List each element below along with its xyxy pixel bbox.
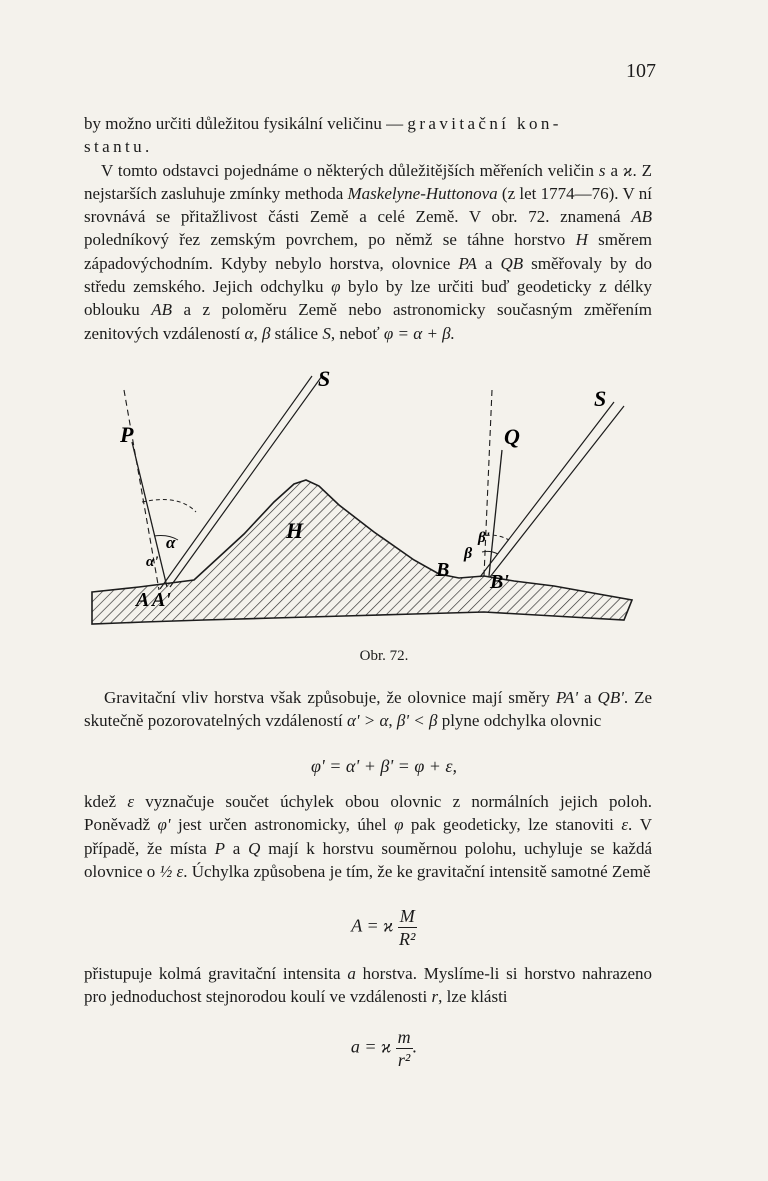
- text-span: stálice: [270, 323, 323, 343]
- spaced-term: stantu.: [84, 137, 153, 157]
- text-span: plyne odchylka olovnic: [437, 711, 602, 731]
- figure-72-diagram: [84, 362, 684, 642]
- math-symbol: ε: [621, 815, 629, 835]
- star-ray-right: [480, 402, 614, 577]
- paragraph-gravity-effect: [84, 686, 652, 733]
- math-symbol: AB: [151, 300, 172, 320]
- label-S-right: S: [594, 386, 607, 411]
- math-symbol: QB': [597, 688, 624, 707]
- math-symbol: PA: [458, 253, 477, 273]
- text-span: směřovaly by do středu zemského. Jejich odchylku: [84, 253, 652, 297]
- label-H: H: [286, 518, 304, 543]
- text-span: směrem západovýchodním. Kdyby nebylo horstva, olovnice: [84, 230, 652, 273]
- fraction: [396, 1026, 413, 1071]
- text-span: mají k horstvu souměrnou polohu, uchyluje se každá olovnice o: [84, 838, 652, 881]
- label-B: B: [436, 559, 450, 581]
- text-span: pak geodeticky, lze stanoviti: [403, 815, 622, 835]
- equation-mountain-intensity: [0, 1026, 768, 1071]
- math-symbol: α: [244, 323, 254, 343]
- text-span: Gravitační vliv horstva však způsobuje, že olovnice mají směry: [104, 688, 556, 707]
- text-span: , lze klásti: [438, 987, 508, 1007]
- paragraph-intro: [84, 112, 652, 345]
- math-symbol: β: [261, 323, 271, 343]
- fraction-denominator: r²: [397, 1050, 411, 1070]
- label-Q: Q: [504, 424, 520, 449]
- label-B-prime: B': [490, 571, 509, 593]
- label-S-left: S: [318, 366, 331, 391]
- page-number: 107: [626, 60, 656, 82]
- math-symbol: φ': [157, 815, 171, 835]
- text-span: a: [224, 838, 249, 858]
- math-symbol: φ: [331, 277, 341, 297]
- text-span: a: [578, 688, 598, 707]
- label-alpha: α: [166, 533, 176, 552]
- fraction: [398, 905, 417, 950]
- math-symbol: a: [347, 964, 356, 983]
- inline-formula: φ = α + β.: [383, 323, 455, 343]
- text-span: a z poloměru Země nebo astronomicky současným změřením zenitových vzdáleností: [84, 300, 652, 343]
- label-A-prime: A': [152, 589, 171, 611]
- text-span: ,: [253, 323, 262, 343]
- math-symbol: Q: [248, 838, 261, 858]
- math-symbol: H: [575, 230, 588, 250]
- text-span: . Z nejstarších zasluhuje zmínky methoda: [84, 160, 653, 203]
- math-symbol: ϰ: [622, 160, 633, 180]
- inline-formula: α' > α: [346, 711, 389, 731]
- math-symbol: s: [598, 160, 606, 180]
- equation-earth-intensity: [0, 905, 768, 950]
- equation-lhs: a = ϰ: [350, 1036, 392, 1057]
- label-alpha-prime: α': [146, 554, 159, 570]
- paragraph-mountain-intensity: [84, 962, 652, 1009]
- inline-formula: ½ ε: [159, 861, 184, 881]
- fraction-numerator: M: [399, 906, 415, 926]
- label-beta-prime: β': [478, 530, 490, 546]
- method-name: Maskelyne-Huttonova: [347, 183, 498, 203]
- label-A: A: [136, 589, 150, 611]
- math-symbol: φ: [394, 815, 404, 835]
- text-span: . V případě, že místa: [84, 815, 652, 858]
- text-span: . Úchylka způsobena je tím, že ke gravitační intensitě samotné Země: [183, 861, 651, 881]
- equation-phi-prime: φ' = α' + β' = φ + ε,: [310, 756, 458, 776]
- mountain-cross-section: [92, 480, 632, 624]
- fraction-denominator: R²: [399, 929, 416, 949]
- text-span: by možno určiti důležitou fysikální veličinu —: [84, 114, 408, 133]
- math-symbol: r: [431, 987, 439, 1007]
- angle-arc-beta-prime: [482, 551, 498, 554]
- plumb-line-Q-normal: [484, 390, 492, 576]
- fraction-numerator: m: [397, 1027, 411, 1047]
- inline-formula: β' < β: [396, 711, 438, 731]
- text-span: . Ze skutečně pozorovatelných vzdáleností: [84, 688, 653, 731]
- math-symbol: S: [322, 323, 331, 343]
- text-span: vyznačuje součet úchylek obou olovnic z normálních jejich poloh. Poněvadž: [84, 792, 652, 835]
- paragraph-deflection: [84, 790, 652, 883]
- text-span: (z let 1774—76). V ní srovnává se přitažlivost části Země a celé Země. V obr. 72. znamená: [84, 183, 652, 227]
- text-span: jest určen astronomicky, úhel: [170, 815, 395, 835]
- text-span: kdež: [84, 792, 128, 811]
- math-symbol: QB: [500, 253, 524, 273]
- figure-caption: Obr. 72.: [359, 648, 409, 664]
- text-span: , neboť: [330, 323, 384, 343]
- text-span: [84, 161, 101, 180]
- math-symbol: P: [214, 838, 225, 858]
- math-symbol: PA': [555, 688, 579, 707]
- label-P: P: [120, 422, 134, 447]
- spaced-term: gravitační kon-: [407, 114, 562, 133]
- math-symbol: ε: [127, 792, 135, 811]
- math-symbol: AB: [631, 207, 652, 227]
- text-span: ,: [388, 711, 397, 731]
- equation-end: .: [412, 1036, 418, 1057]
- label-beta: β: [464, 545, 473, 562]
- text-span: V tomto odstavci pojednáme o některých důležitějších měřeních veličin: [101, 160, 599, 180]
- text-span: a: [605, 160, 623, 180]
- text-span: a: [476, 253, 501, 273]
- text-span: poledníkový řez zemským povrchem, po němž se táhne horstvo: [84, 230, 576, 250]
- text-span: bylo by lze určiti buď geodeticky z délky oblouku: [84, 277, 652, 320]
- equation-lhs: A = ϰ: [351, 915, 394, 936]
- angle-arc-alpha: [142, 500, 196, 512]
- text-span: přistupuje kolmá gravitační intensita: [84, 964, 348, 983]
- text-span: horstva. Myslíme-li si horstvo nahrazeno pro jednoduchost stejnorodou koulí ve vzdálenosti: [84, 964, 652, 1007]
